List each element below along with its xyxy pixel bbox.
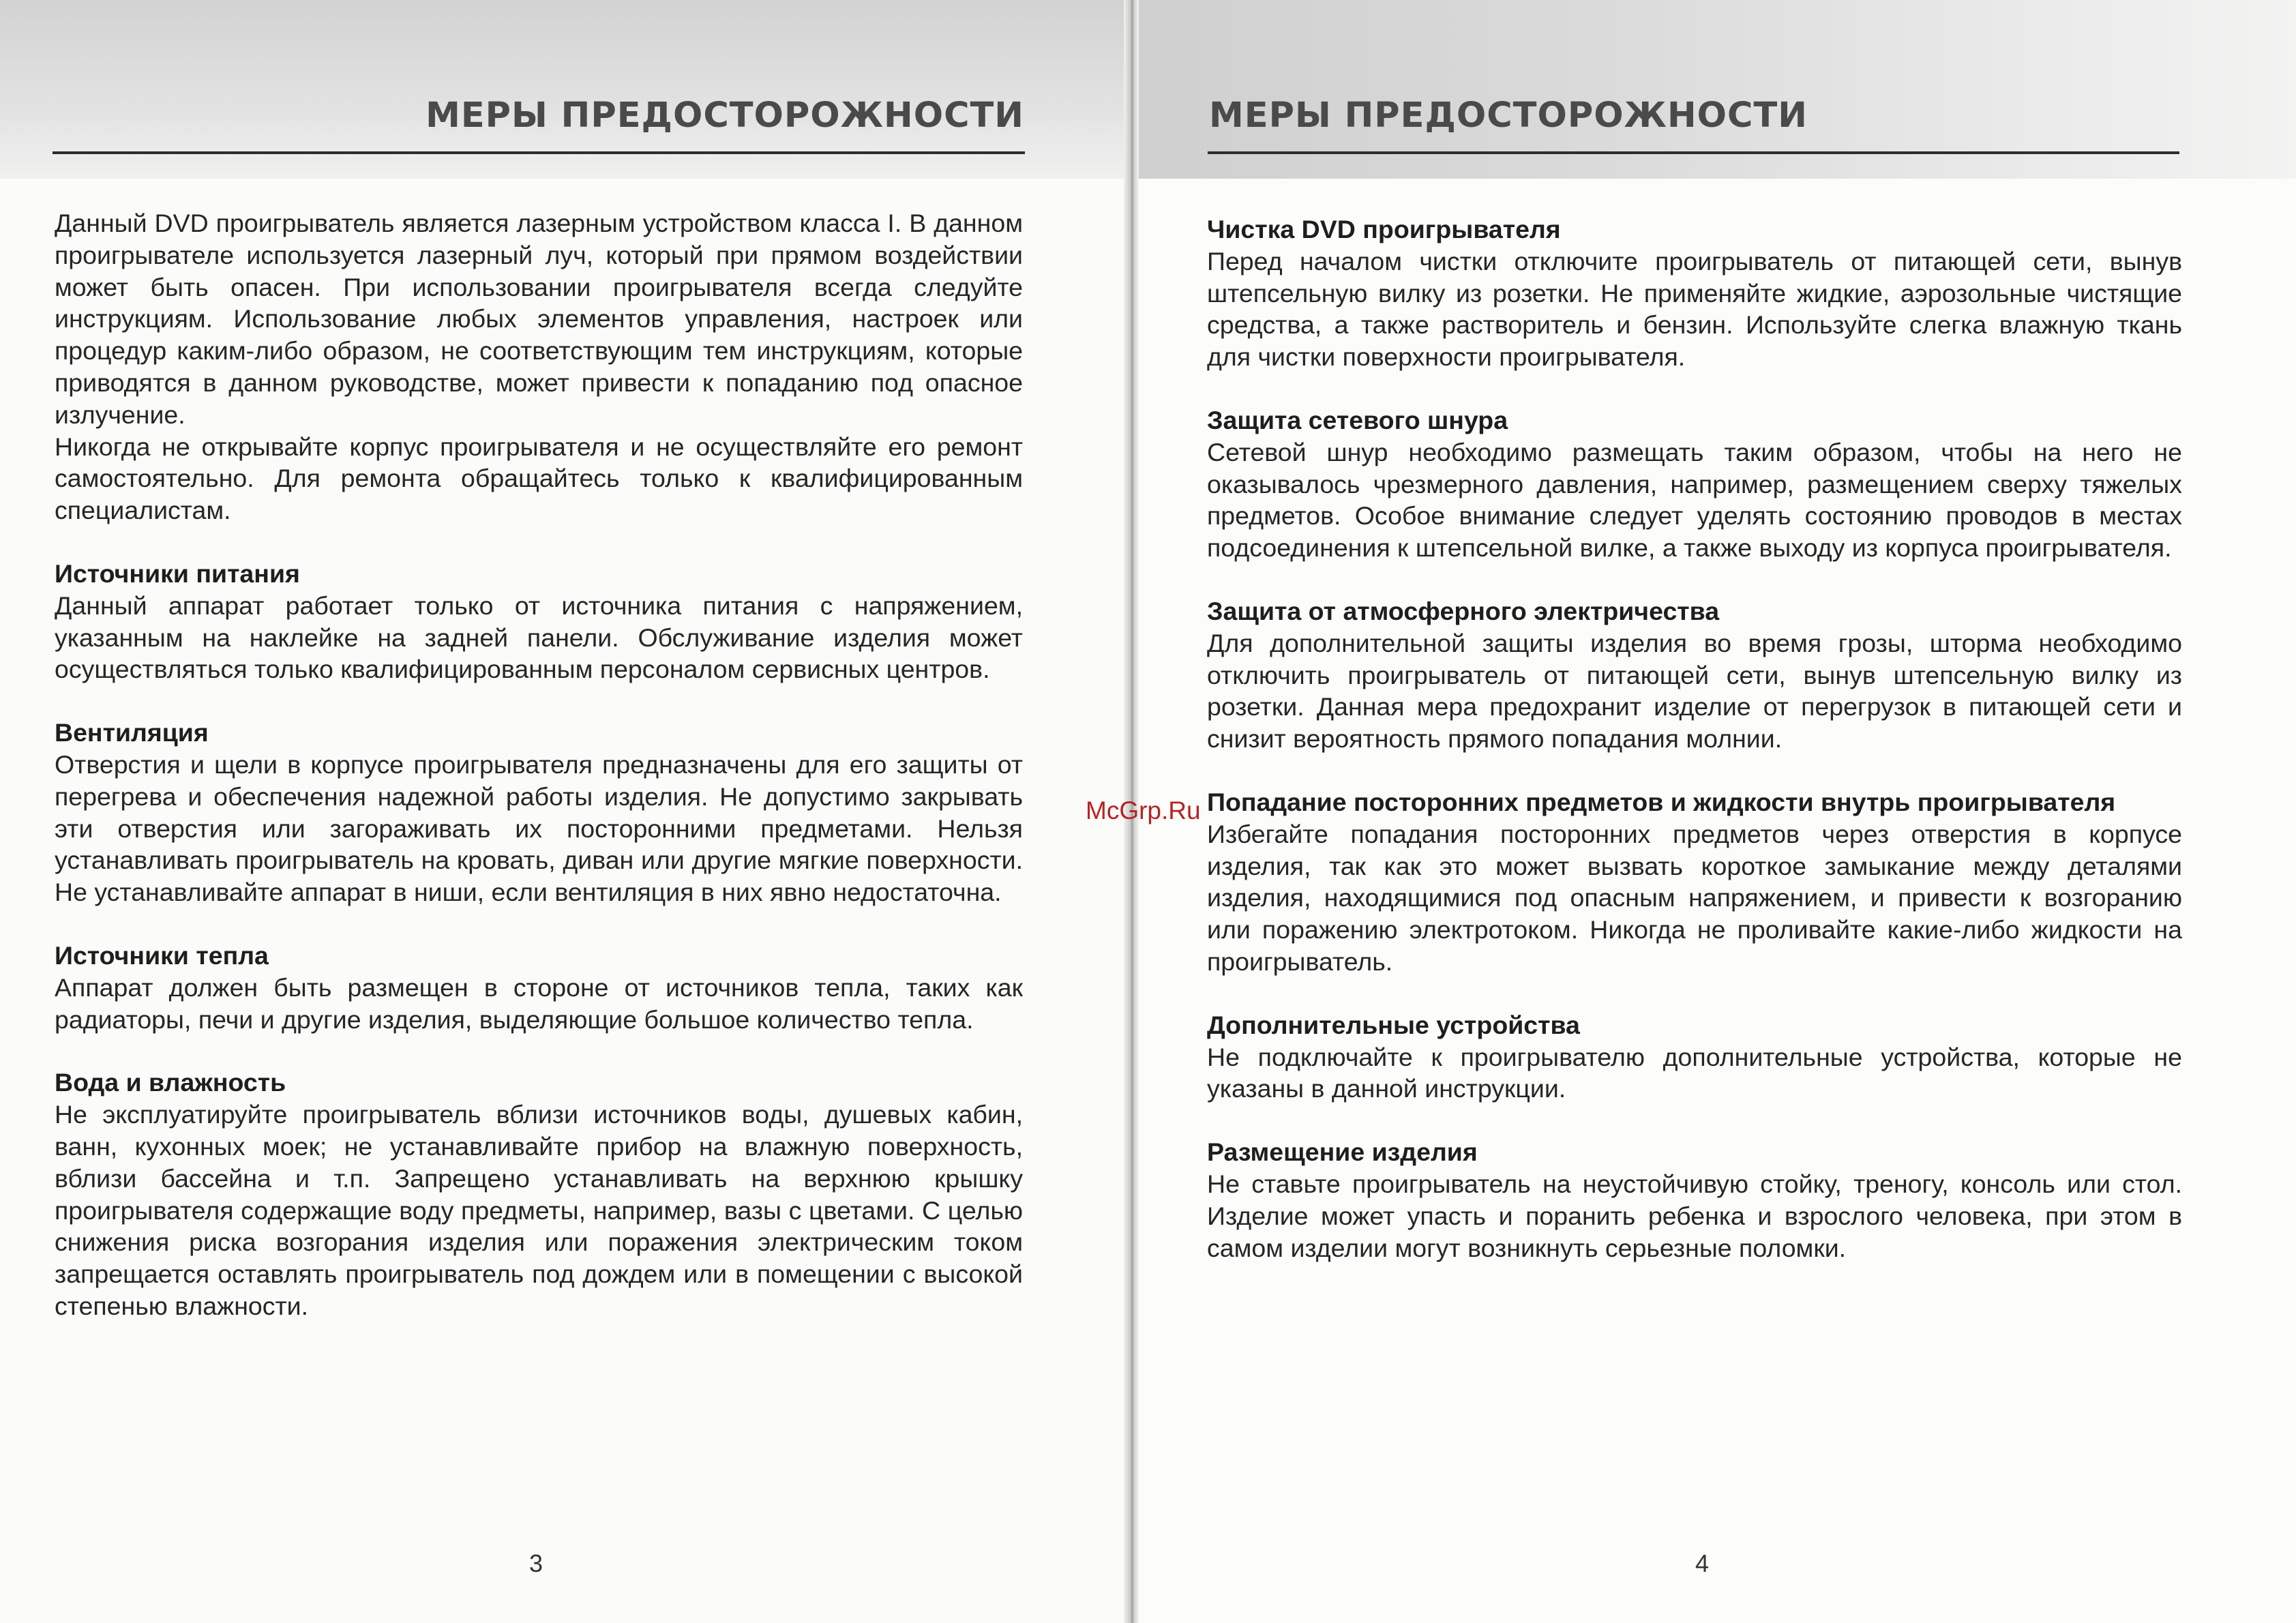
section-text: Избегайте попадания посторонних предметов через отверстия в корпусе изделия, так как это может вызвать короткое замыкание между деталями изделия, находящимися под опасным напряжением, и привести к возгоранию или поражению электротоком. Никогда не проливайте какие-либо жидкости на проигрыватель. xyxy=(1207,819,2182,976)
section-text: Не подключайте к проигрывателю дополнительные устройства, которые не указаны в данной инструкции. xyxy=(1207,1042,2182,1103)
section-heading: Дополнительные устройства xyxy=(1207,1010,1580,1039)
page-number: 3 xyxy=(529,1549,543,1577)
section-placement xyxy=(1207,1136,2182,1264)
section-heat-sources xyxy=(55,940,1023,1035)
section-water-humidity xyxy=(55,1067,1023,1322)
section-cleaning xyxy=(1207,213,2182,373)
left-page-body xyxy=(55,207,1023,1354)
intro-paragraph: Данный DVD проигрыватель является лазерным устройством класса I. В данном проигрывателе используется лазерный луч, который при прямом воздействии может быть опасен. При использовании проигрывателя всегда следуйте инструкциям. Использование любых элементов управления, настроек или процедур каким-либо образом, не соответствующим тем инструкциям, которые приводятся в данном руководстве, может привести к попаданию под опасное излучение. xyxy=(55,209,1023,429)
left-page xyxy=(0,0,1129,1623)
watermark: McGrp.Ru xyxy=(1086,796,1201,824)
section-heading: Вентиляция xyxy=(55,718,209,747)
section-text: Аппарат должен быть размещен в стороне от источников тепла, таких как радиаторы, печи и другие изделия, выделяющие большое количество тепла. xyxy=(55,972,1023,1034)
section-heading: Защита сетевого шнура xyxy=(1207,405,1508,434)
section-text: Отверстия и щели в корпусе проигрывателя предназначены для его защиты от перегрева и обеспечения надежной работы изделия. Не допустимо закрывать эти отверстия или загораживать их посторонними предметами. Нельзя устанавливать проигрыватель на кровать, диван или другие мягкие поверхности. Не устанавливайте аппарат в ниши, если вентиляция в них явно недостаточна. xyxy=(55,749,1023,907)
section-heading: Источники тепла xyxy=(55,940,269,970)
section-heading: Попадание посторонних предметов и жидкости внутрь проигрывателя xyxy=(1207,787,2116,816)
title-rule xyxy=(1208,151,2179,154)
section-text: Сетевой шнур необходимо размещать таким образом, чтобы на него не оказывалось чрезмерного давления, например, размещением сверху тяжелых предметов. Особое внимание следует уделять состоянию проводов в местах подсоединения к штепсельной вилке, а также выходу из корпуса проигрывателя. xyxy=(1207,437,2182,563)
page-number: 4 xyxy=(1695,1549,1710,1577)
intro-paragraph: Никогда не открывайте корпус проигрывателя и не осуществляйте его ремонт самостоятельно. Для ремонта обращайтесь только к квалифицированным специалистам. xyxy=(55,432,1023,525)
section-heading: Защита от атмосферного электричества xyxy=(1207,596,1720,625)
section-foreign-objects xyxy=(1207,786,2182,978)
section-heading: Чистка DVD проигрывателя xyxy=(1207,215,1561,243)
right-page xyxy=(1129,0,2296,1623)
section-heading: Вода и влажность xyxy=(55,1068,286,1097)
section-text: Для дополнительной защиты изделия во время грозы, шторма необходимо отключить проигрыватель от питающей сети, вынув штепсельную вилку из розетки. Данная мера предохранит изделие от перегрузок в питающей сети и снизит вероятность прямого попадания молнии. xyxy=(1207,628,2182,754)
section-text: Перед началом чистки отключите проигрыватель от питающей сети, вынув штепсельную вилку из розетки. Не применяйте жидкие, аэрозольные чистящие средства, а также растворитель и бензин. Используйте слегка влажную ткань для чистки поверхности проигрывателя. xyxy=(1207,246,2182,372)
section-ventilation xyxy=(55,717,1023,908)
section-lightning xyxy=(1207,595,2182,755)
section-power-cord xyxy=(1207,404,2182,564)
section-text: Данный аппарат работает только от источника питания с напряжением, указанным на наклейке на задней панели. Обслуживание изделия может осуществляться только квалифицированным персоналом сервисных центров. xyxy=(55,591,1023,684)
section-power-sources xyxy=(55,558,1023,685)
section-heading: Размещение изделия xyxy=(1207,1137,1478,1167)
section-text: Не ставьте проигрыватель на неустойчивую стойку, треногу, консоль или стол. Изделие может упасть и поранить ребенка и взрослого человека, при этом в самом изделии могут возникнуть серьезные поломки. xyxy=(1207,1169,2182,1262)
page-title: МЕРЫ ПРЕДОСТОРОЖНОСТИ xyxy=(1209,95,1808,136)
title-rule xyxy=(53,151,1025,154)
section-heading: Источники питания xyxy=(55,559,300,588)
intro-section xyxy=(55,207,1023,526)
section-text: Не эксплуатируйте проигрыватель вблизи источников воды, душевых кабин, ванн, кухонных моек; не устанавливайте прибор на влажную поверхность, вблизи бассейна и т.п. Запрещено устанавливать на верхнюю крышку проигрывателя содержащие воду предметы, например, вазы с цветами. С целью снижения риска возгорания изделия или поражения электрическим током запрещается оставлять проигрыватель под дождем или в помещении с высокой степенью влажности. xyxy=(55,1100,1023,1320)
page-title: МЕРЫ ПРЕДОСТОРОЖНОСТИ xyxy=(426,95,1024,136)
right-page-body xyxy=(1207,213,2182,1295)
section-accessories xyxy=(1207,1009,2182,1105)
